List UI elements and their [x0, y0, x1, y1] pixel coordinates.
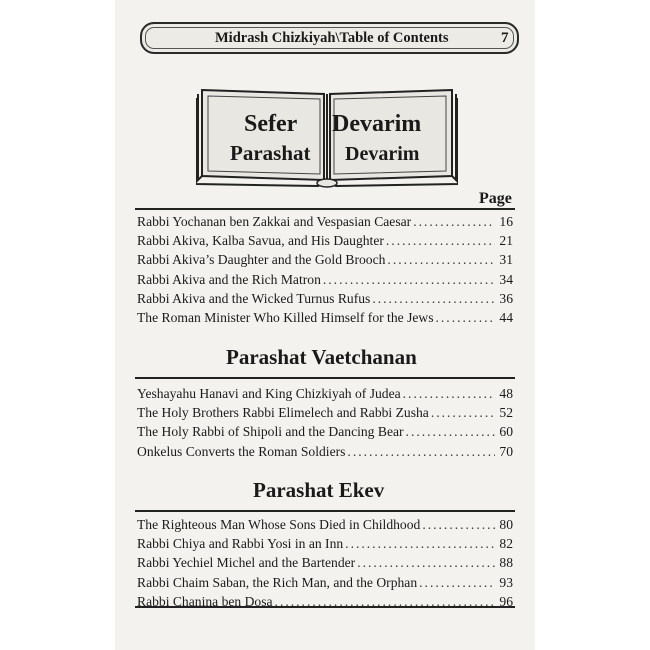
toc-entry-page: 88	[499, 555, 513, 571]
leader-dots	[387, 250, 495, 269]
toc-entry-page: 48	[499, 386, 513, 401]
toc-entry[interactable]	[137, 442, 513, 461]
toc-entry-page: 16	[499, 214, 513, 229]
book-subtitle-devarim: Devarim	[345, 143, 420, 165]
toc-entry-title: Onkelus Converts the Roman Soldiers	[137, 443, 346, 459]
toc-list-ekev	[137, 515, 513, 611]
toc-entry[interactable]	[137, 422, 513, 441]
leader-dots	[419, 573, 495, 592]
section-title-ekev: Parashat Ekev	[253, 478, 385, 502]
toc-entry[interactable]	[137, 231, 513, 250]
leader-dots	[436, 308, 496, 327]
section-rule	[135, 377, 515, 379]
toc-entry-title: Rabbi Chanina ben Dosa	[137, 593, 273, 609]
toc-entry-title: Rabbi Akiva’s Daughter and the Gold Brooch	[137, 252, 386, 268]
toc-entry-page: 70	[499, 443, 513, 459]
toc-entry[interactable]	[137, 553, 513, 572]
toc-entry[interactable]	[137, 212, 513, 231]
toc-entry-page: 44	[499, 309, 513, 325]
toc-entry-page: 52	[499, 405, 513, 421]
section-rule	[135, 510, 515, 512]
leader-dots	[275, 592, 495, 611]
toc-entry-title: The Holy Rabbi of Shipoli and the Dancing Bear	[137, 424, 404, 440]
toc-entry-title: Rabbi Yochanan ben Zakkai and Vespasian Caesar	[137, 214, 412, 229]
leader-dots	[403, 384, 495, 403]
toc-entry-page: 60	[499, 424, 513, 440]
toc-entry-title: Rabbi Akiva, Kalba Savua, and His Daughter	[137, 233, 384, 249]
leader-dots	[406, 422, 495, 441]
section-rule	[135, 606, 515, 608]
book-subtitle-parashat: Parashat	[230, 141, 311, 165]
toc-entry-page: 93	[499, 574, 513, 590]
leader-dots	[357, 553, 495, 572]
page-column-label: Page	[479, 190, 512, 207]
toc-entry[interactable]	[137, 308, 513, 327]
leader-dots	[345, 534, 495, 553]
toc-entry-title: Yeshayahu Hanavi and King Chizkiyah of Judea	[137, 386, 401, 401]
toc-list-devarim	[137, 212, 513, 327]
toc-entry[interactable]	[137, 515, 513, 534]
toc-entry[interactable]	[137, 592, 513, 611]
leader-dots	[372, 289, 495, 308]
running-header-title: Midrash Chizkiyah\Table of Contents	[215, 30, 449, 46]
leader-dots	[422, 515, 495, 534]
toc-entry-title: Rabbi Akiva and the Rich Matron	[137, 271, 321, 287]
toc-entry[interactable]	[137, 403, 513, 422]
toc-entry-page: 96	[499, 593, 513, 609]
book-title-sefer: Sefer	[244, 111, 298, 137]
leader-dots	[386, 231, 495, 250]
toc-entry-page: 31	[499, 252, 513, 268]
leader-dots	[413, 212, 495, 231]
leader-dots	[431, 403, 495, 422]
toc-entry-page: 21	[499, 233, 513, 249]
leader-dots	[323, 270, 495, 289]
toc-entry-title: The Roman Minister Who Killed Himself for the Jews	[137, 309, 434, 325]
section-title-vaetchanan: Parashat Vaetchanan	[226, 345, 417, 369]
page-number: 7	[501, 30, 509, 46]
toc-entry-page: 36	[499, 290, 513, 306]
toc-entry-title: Rabbi Akiva and the Wicked Turnus Rufus	[137, 290, 371, 306]
toc-entry-title: Rabbi Chaim Saban, the Rich Man, and the Orphan	[137, 574, 418, 590]
toc-entry-page: 34	[499, 271, 513, 287]
toc-entry[interactable]	[137, 384, 513, 403]
toc-entry-page: 80	[499, 517, 513, 532]
toc-list-vaetchanan	[137, 384, 513, 461]
toc-entry[interactable]	[137, 270, 513, 289]
toc-entry-title: Rabbi Chiya and Rabbi Yosi in an Inn	[137, 536, 344, 552]
toc-entry-page: 82	[499, 536, 513, 552]
toc-entry[interactable]	[137, 573, 513, 592]
toc-entry[interactable]	[137, 534, 513, 553]
toc-entry-title: The Holy Brothers Rabbi Elimelech and Rabbi Zusha	[137, 405, 429, 421]
toc-entry[interactable]	[137, 250, 513, 269]
leader-dots	[347, 442, 495, 461]
toc-entry-title: The Righteous Man Whose Sons Died in Childhood	[137, 517, 421, 532]
section-rule	[135, 208, 515, 210]
toc-entry[interactable]	[137, 289, 513, 308]
book-title-devarim: Devarim	[332, 111, 422, 137]
toc-entry-title: Rabbi Yechiel Michel and the Bartender	[137, 555, 356, 571]
